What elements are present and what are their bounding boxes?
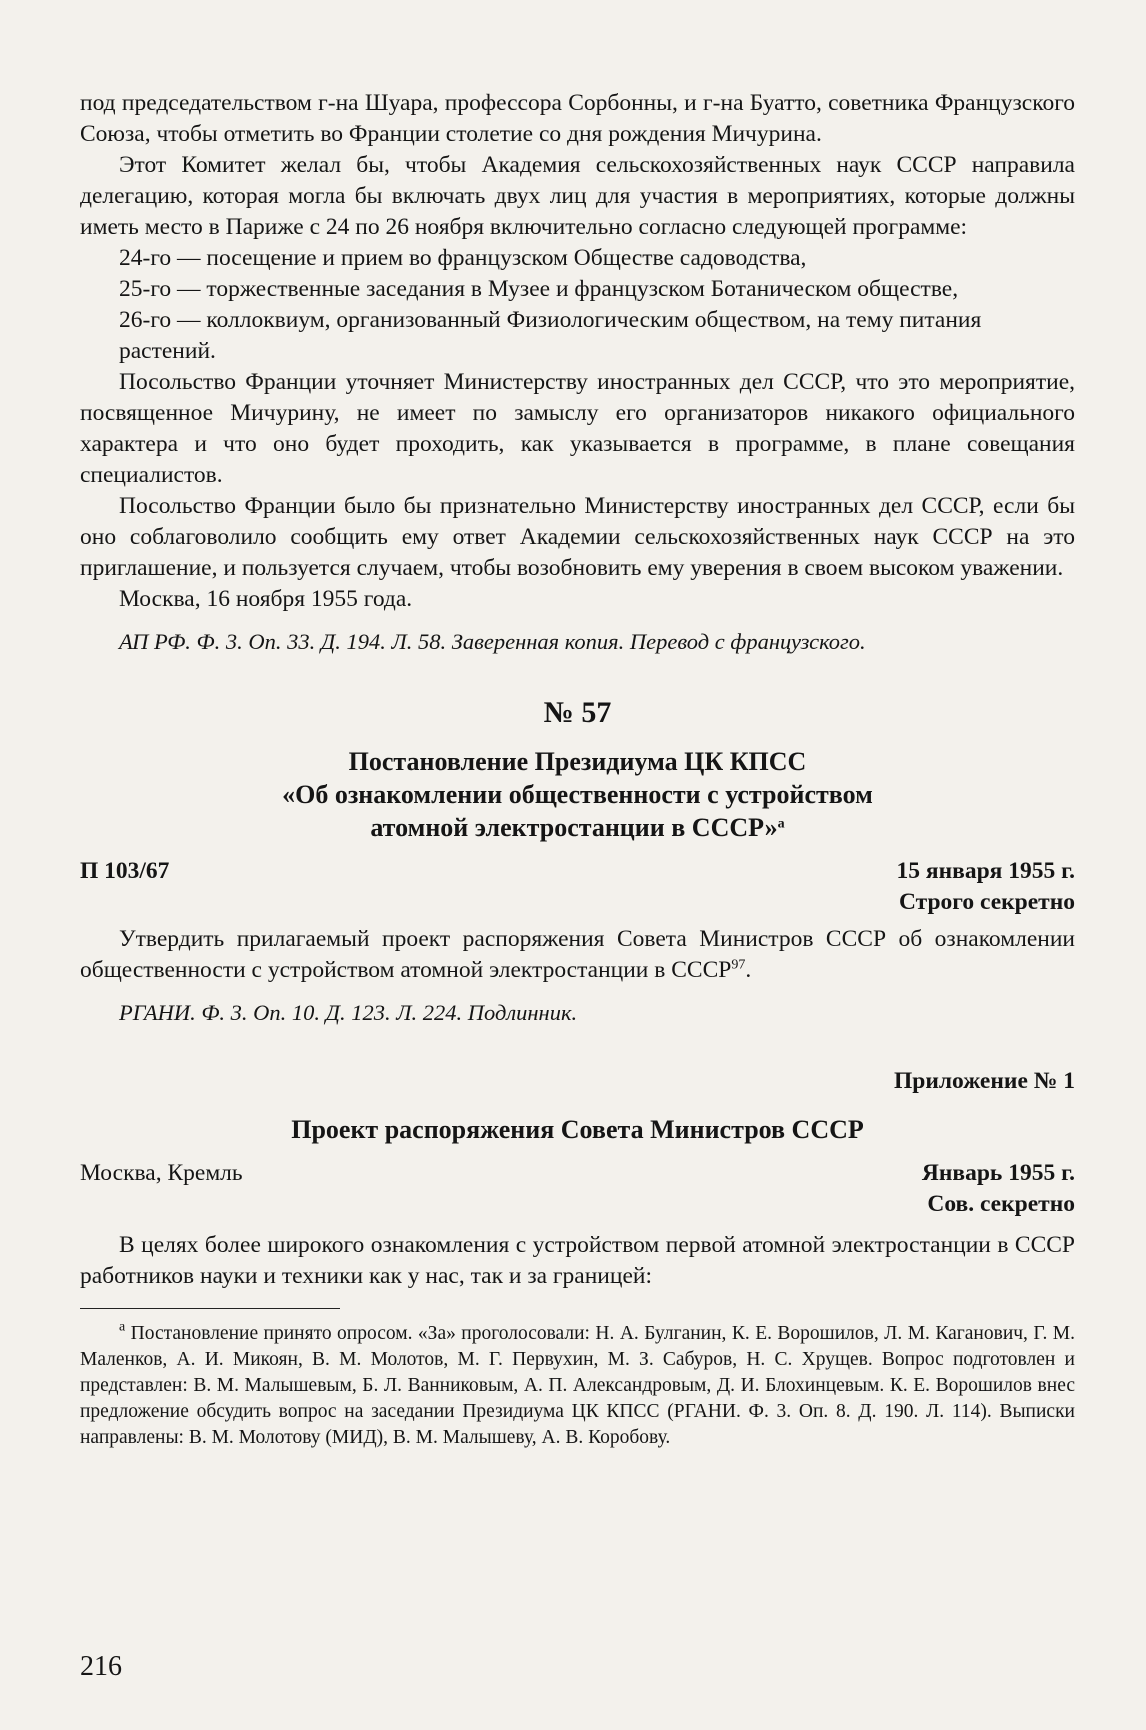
document-title-line-1: Постановление Президиума ЦК КПСС [348,747,807,776]
resolution-archive-source: РГАНИ. Ф. 3. Оп. 10. Д. 123. Л. 224. Подлинник. [119,1000,578,1025]
appendix-label: Приложение № 1 [893,1068,1075,1094]
page-number: 216 [80,1651,122,1682]
program-item-26: 26-го — коллоквиум, организованный Физиологическим обществом, на тему питания растений. [119,307,982,364]
appendix-secrecy-stamp: Сов. секретно [927,1191,1075,1217]
footnote-mark: а [119,1319,126,1335]
letter-paragraph-3: Посольство Франции уточняет Министерству иностранных дел СССР, что это мероприятие, посвященное Мичурину, не имеет по замыслу его организаторов никакого официального характера и что оно будет проходить, как указывается в программе, в плане совещания специалистов. [80,369,1075,488]
program-item-25: 25-го — торжественные заседания в Музее и французском Ботаническом обществе, [119,276,959,302]
document-number: № 57 [543,696,612,729]
footnote-text: Постановление принято опросом. «За» проголосовали: Н. А. Булганин, К. Е. Ворошилов, Л. М. Каганович, Г. М. Маленков, А. И. Микоян, В. М. Молотов, М. Г. Первухин, М. З. Сабуров, Н. С. Хрущев. Вопрос подготовлен и представлен: В. М. Малышевым, Б. Л. Ванниковым, А. П. Александровым, Д. И. Блохинцевым. К. Е. Ворошилов внес предложение обсудить вопрос на заседании Президиума ЦК КПСС (РГАНИ. Ф. 3. Оп. 8. Д. 190. Л. 114). Выписки направлены: В. М. Молотову (МИД), В. М. Малышеву, А. В. Коробову. [80,1323,1075,1448]
endnote-ref: 97 [731,957,746,973]
appendix-body: В целях более широкого ознакомления с устройством первой атомной электростанции в СССР работников науки и техники как у нас, так и за границей: [80,1232,1075,1289]
document-title [80,745,1075,844]
letter-archive-source: АП РФ. Ф. 3. Оп. 33. Д. 194. Л. 58. Заверенная копия. Перевод с французского. [119,629,866,654]
secrecy-stamp: Строго секретно [898,889,1075,915]
letter-paragraph-1: под председательством г-на Шуара, профессора Сорбонны, и г-на Буатто, советника Французского Союза, чтобы отметить во Франции столетие со дня рождения Мичурина. [80,90,1075,147]
appendix-date: Январь 1955 г. [921,1160,1075,1186]
footnote-divider [80,1308,340,1309]
footnote-mark: а [777,816,785,832]
appendix-header-row [80,1158,1075,1189]
appendix-place: Москва, Кремль [80,1160,243,1186]
document-date: 15 января 1955 г. [896,858,1075,884]
document-title-line-2: «Об ознакомлении общественности с устройством [282,780,873,809]
page-content [80,88,1075,1451]
letter-place-date: Москва, 16 ноября 1955 года. [119,586,413,612]
document-header-row [80,856,1075,887]
footnote [80,1321,1075,1451]
letter-paragraph-4: Посольство Франции было бы признательно Министерству иностранных дел СССР, если бы оно соблаговолило сообщить ему ответ Академии сельскохозяйственных наук СССР на это приглашение, и пользуется случаем, чтобы возобновить ему уверения в своем высоком уважении. [80,493,1075,581]
protocol-number: П 103/67 [80,858,170,884]
letter-paragraph-2: Этот Комитет желал бы, чтобы Академия сельскохозяйственных наук СССР направила делегацию, которая могла бы включать двух лиц для участия в мероприятиях, которые должны иметь место в Париже с 24 по 26 ноября включительно согласно следующей программе: [80,152,1075,240]
resolution-text: Утвердить прилагаемый проект распоряжения Совета Министров СССР об ознакомлении общественности с устройством атомной электростанции в СССР$^{97}$. [80,926,1075,983]
program-item-24: 24-го — посещение и прием во французском Обществе садоводства, [119,245,807,271]
document-title-line-3: атомной электростанции в СССР»$^а$ [370,813,785,842]
appendix-title: Проект распоряжения Совета Министров СССР [291,1115,864,1144]
